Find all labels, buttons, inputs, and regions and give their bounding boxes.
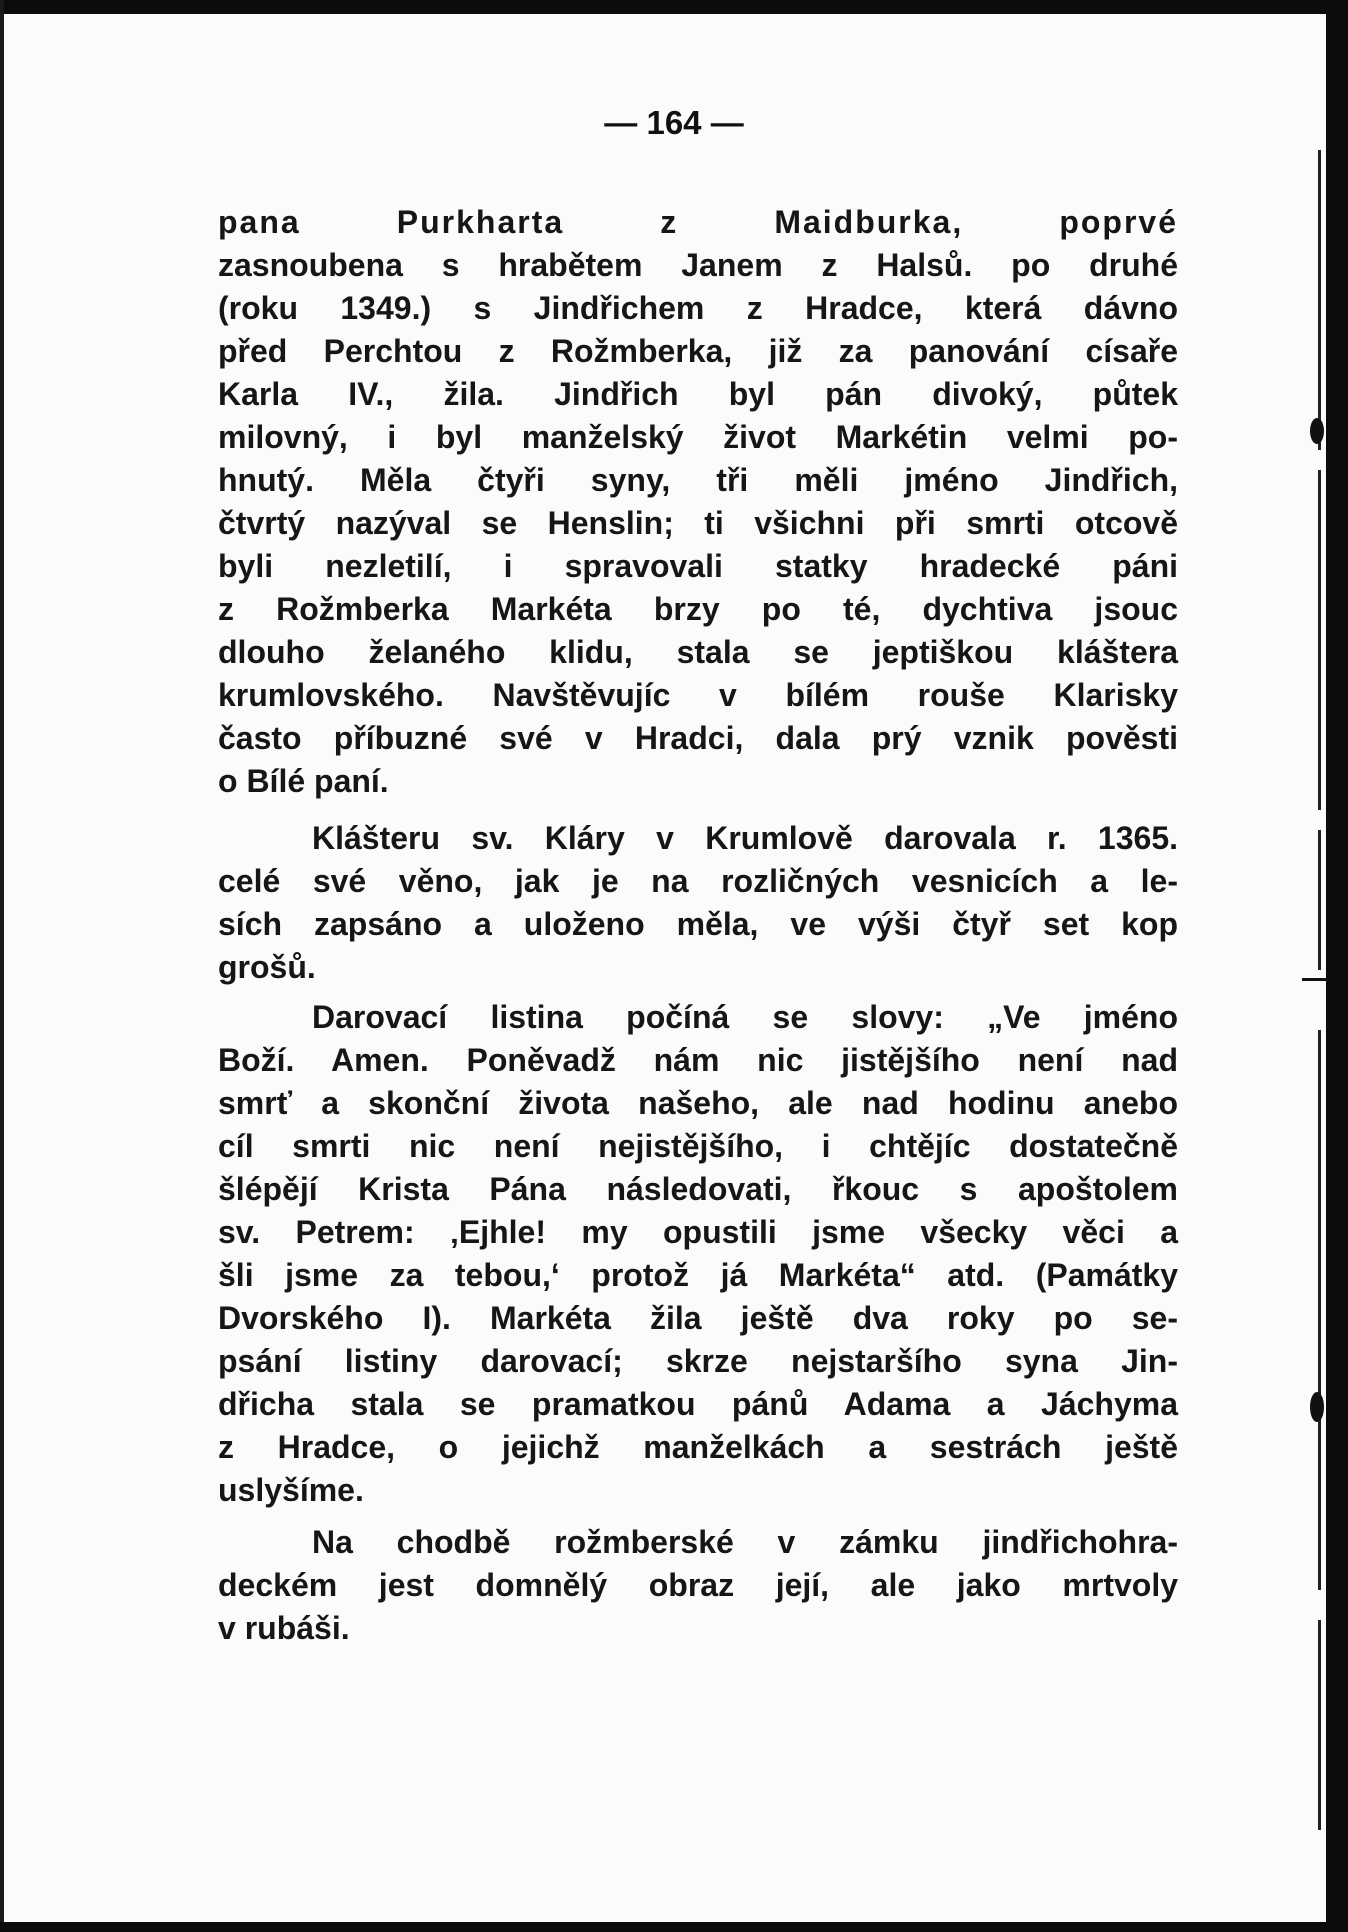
margin-rule — [1318, 1030, 1321, 1590]
text-line: (roku 1349.) s Jindřichem z Hradce, která dávno — [218, 290, 1178, 326]
text-line: šlépějí Krista Pána následovati, řkouc s apoštolem — [218, 1171, 1178, 1207]
text-line: Darovací listina počíná se slovy: „Ve jméno — [312, 999, 1178, 1035]
text-line: psání listiny darovací; skrze nejstaršího syna Jin- — [218, 1343, 1178, 1379]
text-line: krumlovského. Navštěvujíc v bílém rouše Klarisky — [218, 677, 1178, 713]
text-line: sích zapsáno a uloženo měla, ve výši čtyř set kop — [218, 906, 1178, 942]
text-line: pana Purkharta z Maidburka, poprvé — [218, 204, 1178, 240]
text-line: čtvrtý nazýval se Henslin; ti všichni při smrti otcově — [218, 505, 1178, 541]
page-number: — 164 — — [604, 104, 744, 141]
text-line: šli jsme za tebou,‘ protož já Markéta“ atd. (Památky — [218, 1257, 1178, 1293]
scan-edge-top — [0, 0, 1348, 14]
text-line: Klášteru sv. Kláry v Krumlově darovala r. 1365. — [312, 820, 1178, 856]
margin-rule — [1318, 830, 1321, 970]
text-line: uslyšíme. — [218, 1472, 364, 1508]
text-line: grošů. — [218, 949, 316, 985]
text-line: často příbuzné své v Hradci, dala prý vznik pověsti — [218, 720, 1178, 756]
text-line: dřicha stala se pramatkou pánů Adama a Jáchyma — [218, 1386, 1178, 1422]
text-line: Dvorského I). Markéta žila ještě dva roky po se- — [218, 1300, 1178, 1336]
text-line: cíl smrti nic není nejistějšího, i chtějíc dostatečně — [218, 1128, 1178, 1164]
scan-edge-right — [1326, 0, 1348, 1932]
margin-rule — [1318, 1620, 1321, 1830]
text-line: hnutý. Měla čtyři syny, tři měli jméno Jindřich, — [218, 462, 1178, 498]
scan-edge-bottom — [0, 1922, 1348, 1932]
text-line: deckém jest domnělý obraz její, ale jako mrtvoly — [218, 1567, 1178, 1603]
text-line: byli nezletilí, i spravovali statky hradecké páni — [218, 548, 1178, 584]
text-line: sv. Petrem: ‚Ejhle! my opustili jsme všecky věci a — [218, 1214, 1178, 1250]
text-line: celé své věno, jak je na rozličných vesnicích a le- — [218, 863, 1178, 899]
text-line: Na chodbě rožmberské v zámku jindřichohra- — [312, 1524, 1178, 1560]
text-line: zasnoubena s hrabětem Janem z Halsů. po druhé — [218, 247, 1178, 283]
text-line: dlouho želaného klidu, stala se jeptiškou kláštera — [218, 634, 1178, 670]
text-line: Karla IV., žila. Jindřich byl pán divoký, půtek — [218, 376, 1178, 412]
text-line: milovný, i byl manželský život Markétin velmi po- — [218, 419, 1178, 455]
binding-hole — [1310, 418, 1324, 444]
binding-hole — [1310, 1392, 1324, 1422]
margin-tick — [1302, 978, 1330, 981]
margin-rule — [1318, 470, 1321, 810]
text-line: z Hradce, o jejichž manželkách a sestrách ještě — [218, 1429, 1178, 1465]
text-line: před Perchtou z Rožmberka, již za panování císaře — [218, 333, 1178, 369]
scan-edge-left — [0, 0, 4, 1932]
text-line: o Bílé paní. — [218, 763, 389, 799]
margin-rule — [1318, 150, 1321, 450]
text-line: z Rožmberka Markéta brzy po té, dychtiva jsouc — [218, 591, 1178, 627]
text-line: smrť a skonční života našeho, ale nad hodinu anebo — [218, 1085, 1178, 1121]
text-line: Boží. Amen. Poněvadž nám nic jistějšího není nad — [218, 1042, 1178, 1078]
text-line: v rubáši. — [218, 1610, 350, 1646]
